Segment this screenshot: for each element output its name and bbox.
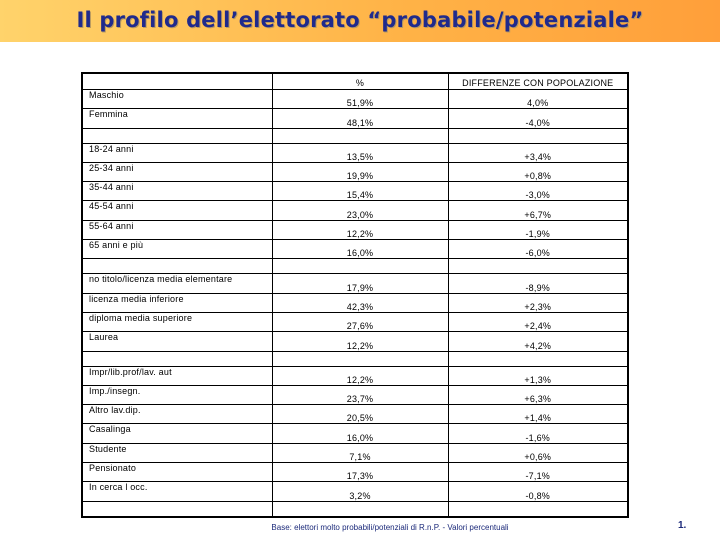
- row-diff: +1,4%: [448, 405, 628, 424]
- group-spacer-row: [82, 501, 628, 517]
- row-diff: -3,0%: [448, 182, 628, 201]
- row-label: Pensionato: [82, 463, 272, 482]
- row-label: 35-44 anni: [82, 182, 272, 201]
- row-label: Femmina: [82, 109, 272, 128]
- row-pct: 42,3%: [272, 293, 448, 312]
- table-row: [82, 443, 628, 462]
- group-spacer-row: [82, 351, 628, 366]
- row-label: Laurea: [82, 332, 272, 351]
- group-spacer-row: [82, 259, 628, 274]
- spacer-cell: [82, 351, 272, 366]
- row-pct: 20,5%: [272, 405, 448, 424]
- footer-note: Base: elettori molto probabili/potenziali di R.n.P. - Valori percentuali: [271, 523, 509, 532]
- row-pct: 16,0%: [272, 424, 448, 443]
- row-label: Casalinga: [82, 424, 272, 443]
- table-row: [82, 240, 628, 259]
- spacer-cell: [272, 128, 448, 143]
- table-row: [82, 482, 628, 501]
- row-pct: 27,6%: [272, 312, 448, 331]
- row-pct: 17,3%: [272, 463, 448, 482]
- row-label: 65 anni e più: [82, 240, 272, 259]
- spacer-cell: [448, 259, 628, 274]
- table-row: [82, 220, 628, 239]
- row-pct: 12,2%: [272, 366, 448, 385]
- row-pct: 51,9%: [272, 90, 448, 109]
- spacer-cell: [82, 128, 272, 143]
- row-diff: +0,8%: [448, 162, 628, 181]
- row-pct: 48,1%: [272, 109, 448, 128]
- table-row: [82, 424, 628, 443]
- row-label: Altro lav.dip.: [82, 405, 272, 424]
- table-header-row: [82, 73, 628, 90]
- table-row: [82, 463, 628, 482]
- table-row: [82, 143, 628, 162]
- row-label: Studente: [82, 443, 272, 462]
- row-label: 45-54 anni: [82, 201, 272, 220]
- row-diff: 4,0%: [448, 90, 628, 109]
- header-pct: %: [272, 73, 448, 90]
- profile-table-body: [82, 73, 628, 517]
- header-diff: DIFFERENZE CON POPOLAZIONE: [448, 73, 628, 90]
- table-row: [82, 405, 628, 424]
- row-diff: -4,0%: [448, 109, 628, 128]
- row-diff: +6,3%: [448, 385, 628, 404]
- spacer-cell: [272, 351, 448, 366]
- row-label: licenza media inferiore: [82, 293, 272, 312]
- spacer-cell: [272, 259, 448, 274]
- spacer-cell: [272, 501, 448, 517]
- table-row: [82, 312, 628, 331]
- row-pct: 13,5%: [272, 143, 448, 162]
- row-diff: +2,4%: [448, 312, 628, 331]
- row-pct: 23,7%: [272, 385, 448, 404]
- spacer-cell: [82, 501, 272, 517]
- row-pct: 12,2%: [272, 220, 448, 239]
- row-pct: 16,0%: [272, 240, 448, 259]
- row-diff: -8,9%: [448, 274, 628, 293]
- row-diff: +4,2%: [448, 332, 628, 351]
- row-pct: 15,4%: [272, 182, 448, 201]
- group-spacer-row: [82, 128, 628, 143]
- row-diff: +0,6%: [448, 443, 628, 462]
- table-row: [82, 385, 628, 404]
- row-pct: 12,2%: [272, 332, 448, 351]
- table-row: [82, 90, 628, 109]
- row-diff: +2,3%: [448, 293, 628, 312]
- row-diff: +3,4%: [448, 143, 628, 162]
- table-row: [82, 182, 628, 201]
- table-row: [82, 332, 628, 351]
- spacer-cell: [448, 128, 628, 143]
- spacer-cell: [82, 259, 272, 274]
- table-row: [82, 162, 628, 181]
- table-row: [82, 201, 628, 220]
- row-diff: -7,1%: [448, 463, 628, 482]
- table-row: [82, 293, 628, 312]
- table-row: [82, 109, 628, 128]
- row-label: Impr/lib.prof/lav. aut: [82, 366, 272, 385]
- row-diff: -6,0%: [448, 240, 628, 259]
- profile-table: [81, 72, 629, 518]
- row-pct: 17,9%: [272, 274, 448, 293]
- row-diff: -1,9%: [448, 220, 628, 239]
- header-label-cell: [82, 73, 272, 90]
- row-pct: 19,9%: [272, 162, 448, 181]
- spacer-cell: [448, 351, 628, 366]
- row-diff: +6,7%: [448, 201, 628, 220]
- row-diff: -0,8%: [448, 482, 628, 501]
- row-label: Maschio: [82, 90, 272, 109]
- row-label: 55-64 anni: [82, 220, 272, 239]
- row-label: 18-24 anni: [82, 143, 272, 162]
- spacer-cell: [448, 501, 628, 517]
- row-label: diploma media superiore: [82, 312, 272, 331]
- page-number: 1.: [678, 520, 687, 531]
- row-label: Imp./insegn.: [82, 385, 272, 404]
- row-pct: 3,2%: [272, 482, 448, 501]
- row-label: 25-34 anni: [82, 162, 272, 181]
- row-label: no titolo/licenza media elementare: [82, 274, 272, 293]
- slide-title: Il profilo dell’elettorato “probabile/potenziale”: [76, 8, 644, 32]
- row-pct: 7,1%: [272, 443, 448, 462]
- table-row: [82, 366, 628, 385]
- row-diff: +1,3%: [448, 366, 628, 385]
- row-diff: -1,6%: [448, 424, 628, 443]
- row-label: In cerca l occ.: [82, 482, 272, 501]
- table-row: [82, 274, 628, 293]
- row-pct: 23,0%: [272, 201, 448, 220]
